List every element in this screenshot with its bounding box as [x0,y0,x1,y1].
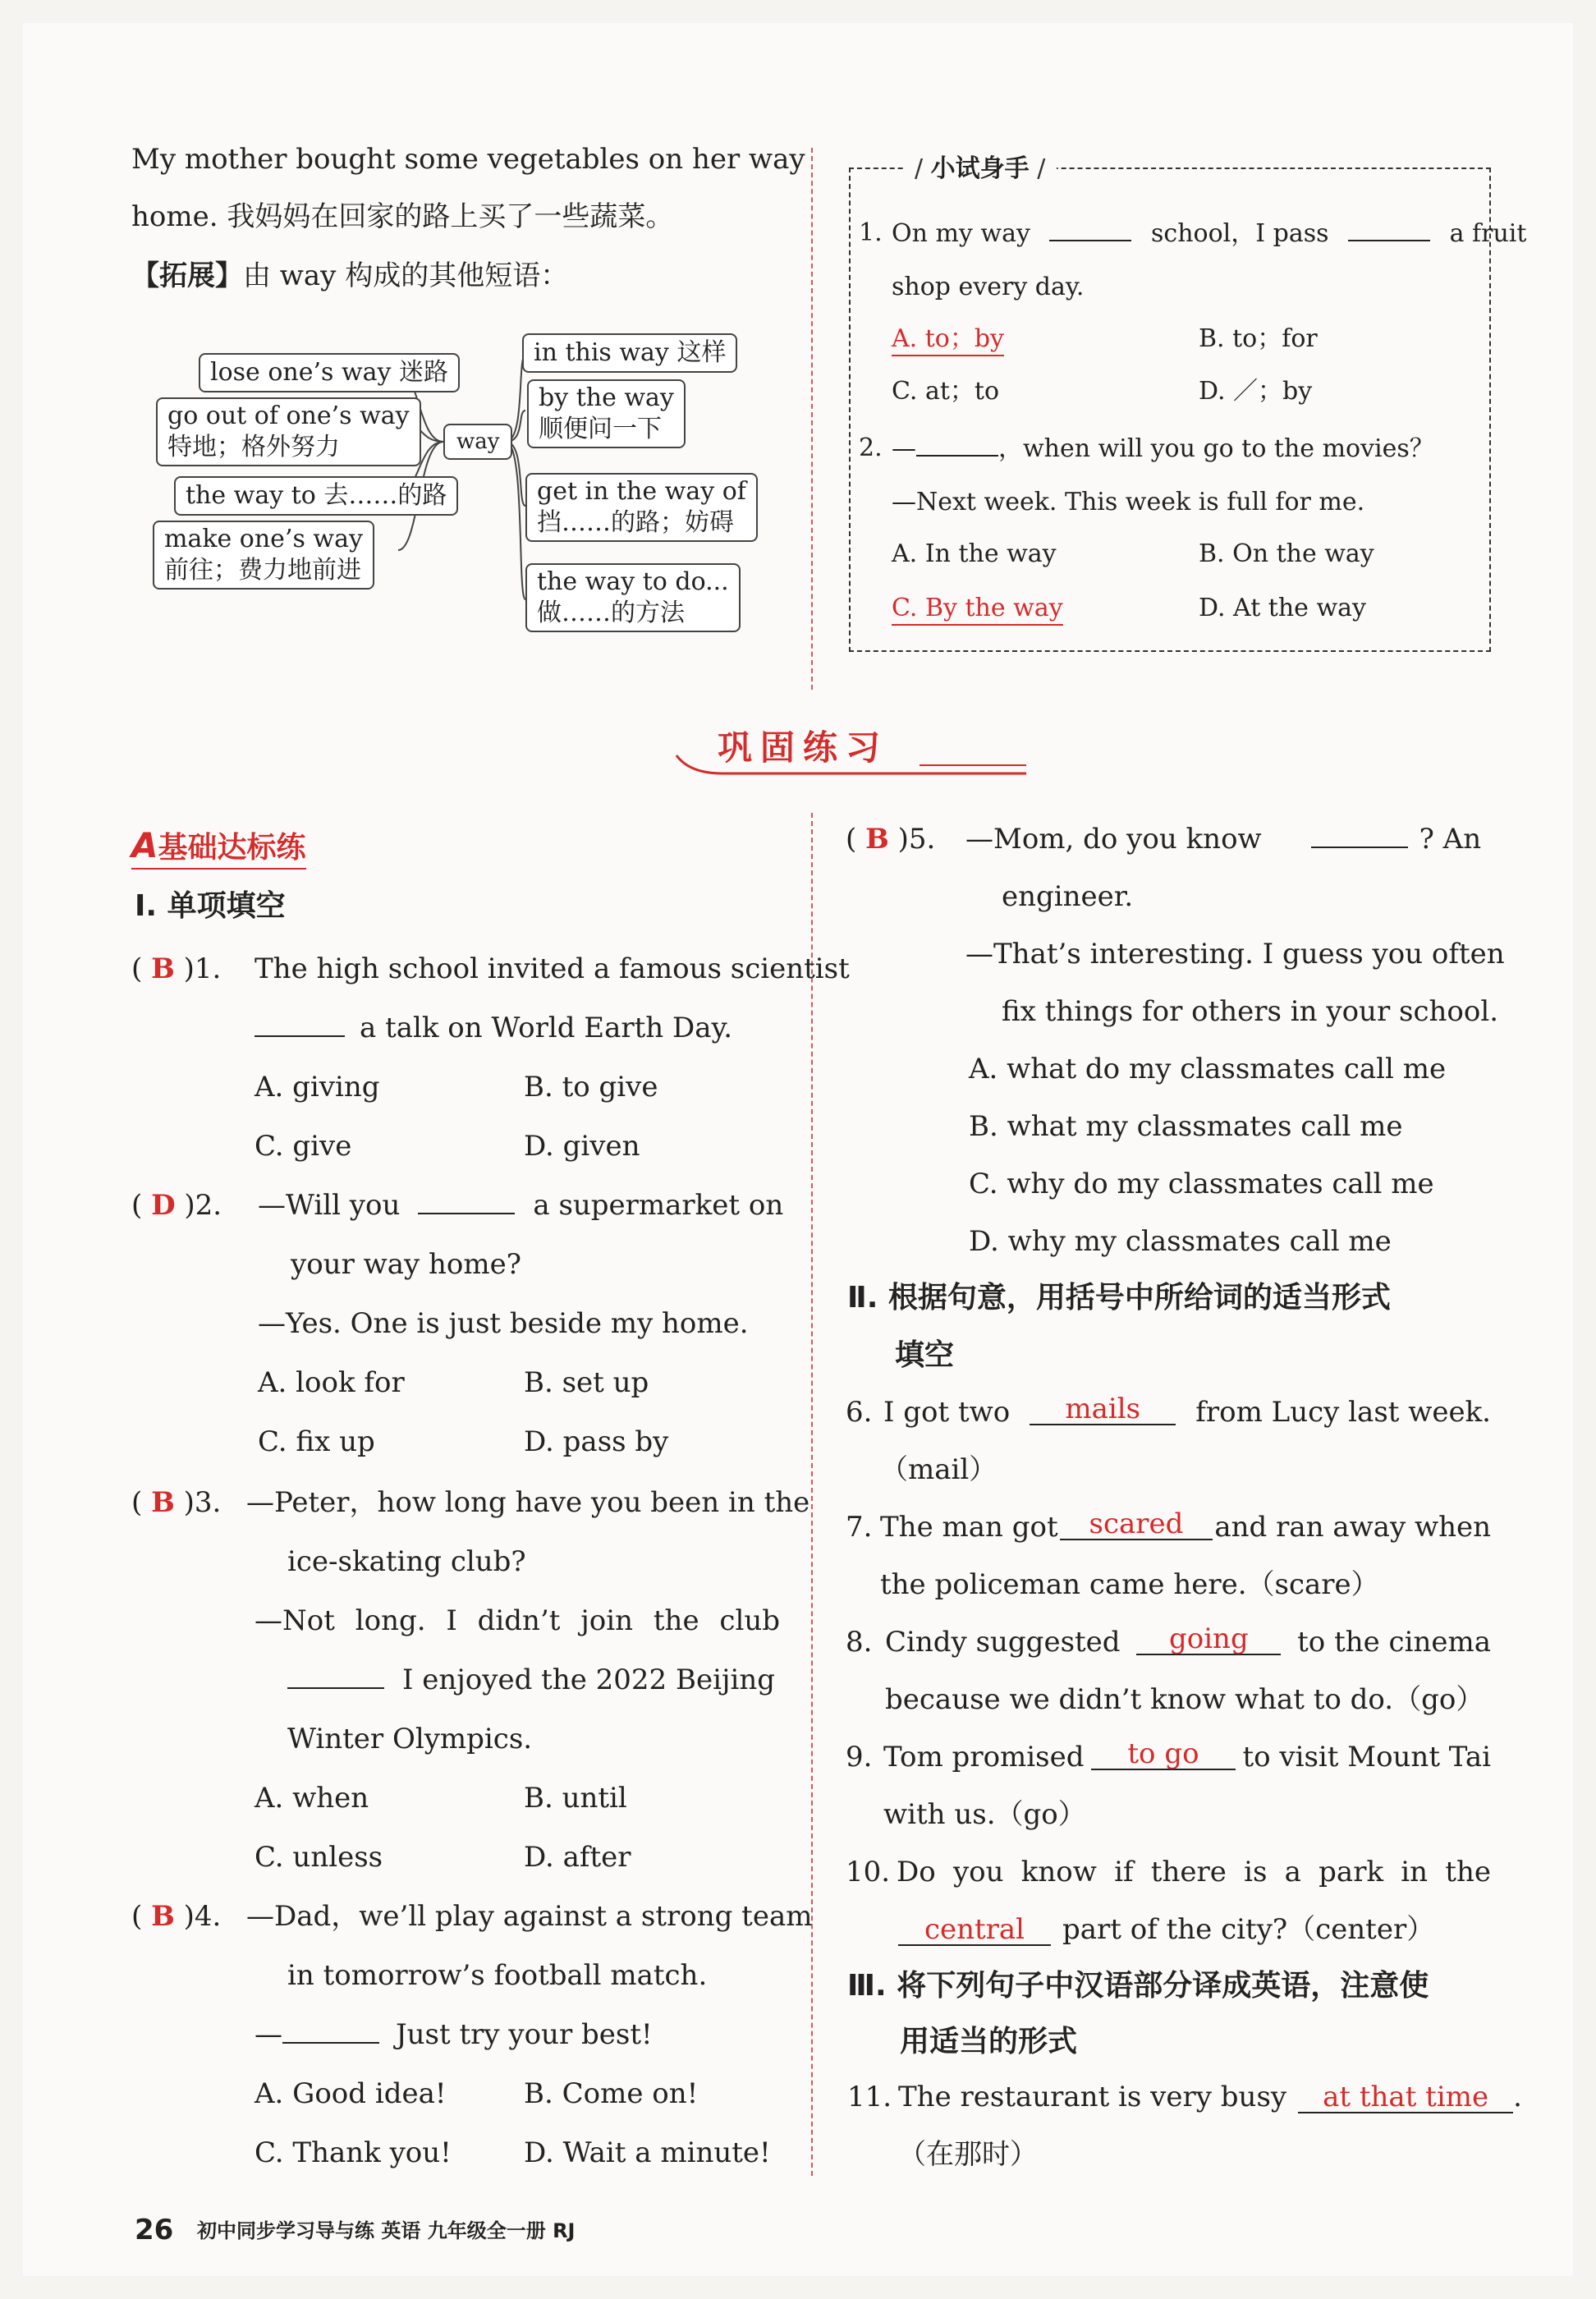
q5-line-4: fix things for others in your school. [1002,995,1499,1028]
q5-option-c: C. why do my classmates call me [969,1168,1434,1200]
q4-line-3-text: Just try your best! [396,2018,653,2051]
q5-option-a: A. what do my classmates call me [969,1053,1447,1085]
part2-title-line-1: Ⅱ. 根据句意，用括号中所给词的适当形式 [847,1281,1391,1315]
q3-blank [287,1663,384,1689]
mindmap-left-2-cn: 特地；格外努力 [167,433,340,461]
q1-num: 1. [194,952,222,985]
intro-line-1: My mother bought some vegetables on her way [131,143,805,176]
q5-answer: B [865,823,889,856]
part3-title-line-2: 用适当的形式 [900,2025,1078,2058]
q4-line-2: in tomorrow’s football match. [287,1959,708,1992]
trial-q2-num: 2. [859,434,883,462]
mindmap-right-4-cn: 做……的方法 [537,599,685,627]
mindmap-left-1-en: lose one’s way 迷路 [210,358,448,387]
q9-after: to visit Mount Tai [1242,1741,1491,1774]
mindmap-left-4-cn: 前往；费力地前进 [164,556,361,585]
q1-answer-paren: ( B )1. [131,952,222,985]
trial-q2-line2: —Next week. This week is full for me. [892,488,1365,516]
q5-option-b: B. what my classmates call me [969,1110,1403,1143]
trial-q1-option-b: B. to；for [1199,324,1318,353]
q11-num: 11. [847,2081,892,2113]
part3-title-line-1: Ⅲ. 将下列句子中汉语部分译成英语，注意使 [847,1969,1429,2003]
q5-line-2: engineer. [1002,880,1134,913]
q11-line-1 [898,2079,1522,2115]
q8-after: to the cinema [1297,1626,1491,1659]
trial-title-text: 小试身手 [930,154,1030,183]
expand-label: 【拓展】 [131,259,243,292]
q4-dash: — [255,2018,282,2051]
q8-num: 8. [846,1626,873,1659]
q1-answer: B [151,952,175,985]
mindmap-the-way-to [174,476,458,516]
trial-q1-option-d: D. ／；by [1199,377,1313,406]
mindmap-right-3-en: get in the way of [537,477,746,506]
q11-line-2: （在那时） [898,2138,1038,2171]
column-divider-bottom [811,813,813,2176]
section-a-title: 基础达标练 [158,831,306,865]
q6-answer: mails [1030,1394,1176,1425]
trial-q2-option-d: D. At the way [1199,594,1366,622]
q8-answer: going [1136,1624,1281,1655]
trial-title: / 小试身手 / [903,153,1057,186]
q3-line-1: —Peter，how long have you been in the [246,1486,810,1519]
q11-after: . [1513,2081,1522,2113]
q3-answer: B [151,1486,175,1519]
q6-after: from Lucy last week. [1195,1396,1491,1429]
trial-q1-line [892,215,1526,252]
mindmap-left-4-en: make one’s way [164,525,363,553]
mindmap-left-2-en: go out of one’s way [167,402,410,430]
trial-q2-line [892,430,1434,467]
trial-q1-text-c: a fruit [1449,219,1527,248]
trial-q2-option-b: B. On the way [1199,539,1374,568]
q2-line-3: —Yes. One is just beside my home. [258,1307,749,1340]
q3-answer-paren: ( B )3. [131,1486,222,1519]
column-divider-top [811,148,813,690]
q3-num: 3. [194,1486,222,1519]
q5-line-1 [965,821,1491,857]
q4-line-3 [255,2017,653,2053]
trial-q1-num: 1. [859,218,883,247]
q2-line-1-a: —Will you [258,1189,401,1222]
mindmap-in-this-way [522,333,737,373]
q3-line-5: Winter Olympics. [287,1723,533,1755]
q2-option-b: B. set up [524,1366,649,1399]
q2-line-1-b: a supermarket on [533,1189,784,1222]
q3-option-a: A. when [255,1782,369,1815]
q3-line-4-text: I enjoyed the 2022 Beijing [402,1663,776,1696]
q7-line-1 [880,1509,1491,1545]
q10-line-1: Do you know if there is a park in the [897,1856,1491,1888]
q9-before: Tom promised [883,1741,1085,1774]
part1-title: Ⅰ. 单项填空 [135,889,286,923]
trial-q2-pre: — [892,434,916,463]
q5-option-d: D. why my classmates call me [969,1225,1392,1258]
expand-line [131,258,568,294]
q6-line-1 [883,1394,1491,1430]
trial-q2-option-c: C. By the way [892,593,1063,626]
trial-q1-option-c: C. at；to [892,377,1000,406]
mindmap-by-the-way [527,379,686,448]
q11-before: The restaurant is very busy [898,2081,1287,2113]
trial-q1-text-b: school，I pass [1151,219,1329,248]
mindmap-left-3-en: the way to 去……的路 [186,481,447,510]
q1-blank [255,1011,345,1037]
q9-answer: to go [1091,1739,1236,1770]
q2-blank [418,1188,515,1214]
q3-line-4 [287,1662,775,1698]
section-a-heading [131,826,306,870]
section-a-badge: A [131,825,158,865]
mindmap-go-out-of-ones-way [156,397,421,466]
consolidate-title: 巩固练习 [718,727,889,768]
q5-line-1-b: ? An [1419,823,1482,856]
trial-q1-option-a: A. to；by [892,324,1004,356]
intro-line-2: home. 我妈妈在回家的路上买了一些蔬菜。 [131,200,674,233]
mindmap-make-ones-way [153,521,374,590]
q1-option-b: B. to give [524,1071,658,1104]
q4-option-c: C. Thank you! [255,2136,452,2169]
q7-line-2: the policeman came here.（scare） [880,1568,1379,1601]
mindmap-right-1-en: in this way 这样 [534,338,727,367]
q3-option-b: B. until [524,1782,627,1815]
mindmap-right-2-cn: 顺便问一下 [539,415,662,443]
q4-num: 4. [194,1900,222,1933]
q2-option-c: C. fix up [258,1425,375,1458]
q4-answer: B [151,1900,175,1933]
trial-q1-blank-1 [1049,215,1131,241]
q5-blank [1311,822,1408,848]
q8-line-2: because we didn’t know what to do.（go） [885,1683,1484,1716]
page-number: 26 [135,2214,174,2246]
q7-num: 7. [846,1511,873,1544]
trial-q1-text-a: On my way [892,219,1030,248]
trial-q2-post: ，when will you go to the movies？ [998,434,1434,463]
q3-line-2: ice-skating club? [287,1545,526,1578]
q1-option-d: D. given [524,1130,640,1163]
mindmap-center-label: way [456,429,500,454]
q2-answer-paren: ( D )2. [131,1189,222,1222]
q10-num: 10. [846,1856,891,1888]
q3-option-d: D. after [524,1841,631,1874]
q7-answer: scared [1060,1509,1213,1540]
q2-option-a: A. look for [258,1366,405,1399]
q2-answer: D [151,1189,176,1222]
q5-line-3: —That’s interesting. I guess you often [965,938,1505,971]
q2-option-d: D. pass by [524,1425,669,1458]
q6-line-2: （mail） [880,1453,998,1486]
q10-after: part of the city?（center） [1062,1913,1435,1946]
q6-num: 6. [846,1396,873,1429]
q2-line-2: your way home? [291,1248,521,1281]
q3-line-3: —Not long. I didn’t join the club [255,1604,780,1637]
q8-before: Cindy suggested [885,1626,1121,1659]
part2-title-line-2: 填空 [895,1338,955,1372]
trial-q1-blank-2 [1348,215,1430,241]
q1-option-a: A. giving [255,1071,380,1104]
mindmap-right-4-en: the way to do... [537,567,729,596]
q1-option-c: C. give [255,1130,352,1163]
trial-q2-option-a: A. In the way [892,539,1057,568]
mindmap-lose-ones-way [199,353,460,392]
trial-q1-line2: shop every day. [892,273,1085,301]
q8-line-1 [885,1624,1491,1660]
q9-line-2: with us.（go） [883,1798,1086,1831]
expand-text: 由 way 构成的其他短语： [243,259,569,292]
q7-after: and ran away when [1214,1511,1491,1544]
q4-option-b: B. Come on! [524,2077,699,2110]
mindmap-get-in-the-way-of [525,473,758,542]
q5-line-1-a: —Mom, do you know [965,823,1262,856]
mindmap-the-way-to-do [525,563,741,632]
q1-line-2 [255,1010,732,1046]
q5-answer-paren: ( B )5. [846,823,936,856]
trial-q2-blank [916,430,998,457]
q9-line-1 [883,1739,1491,1775]
q10-answer: central [898,1915,1051,1946]
q5-num: 5. [908,823,936,856]
q4-blank [282,2017,379,2044]
q10-line-2 [898,1911,1434,1948]
q3-option-c: C. unless [255,1841,383,1874]
mindmap-right-2-en: by the way [539,383,674,412]
q7-before: The man got [880,1511,1058,1544]
book-title: 初中同步学习导与练 英语 九年级全一册 RJ [197,2219,576,2242]
q4-option-a: A. Good idea! [255,2077,447,2110]
q4-option-d: D. Wait a minute! [524,2136,771,2169]
q1-line-2-text: a talk on World Earth Day. [360,1012,733,1044]
mindmap-right-3-cn: 挡……的路；妨碍 [537,508,734,537]
q1-line-1: The high school invited a famous scientist [255,952,850,985]
q9-num: 9. [846,1741,873,1774]
q11-answer: at that time [1298,2082,1513,2113]
mindmap-center [443,424,512,460]
q2-line-1 [258,1187,783,1223]
q4-answer-paren: ( B )4. [131,1900,222,1933]
q4-line-1: —Dad，we’ll play against a strong team [246,1900,813,1933]
q6-before: I got two [883,1396,1011,1429]
q2-num: 2. [195,1189,222,1222]
